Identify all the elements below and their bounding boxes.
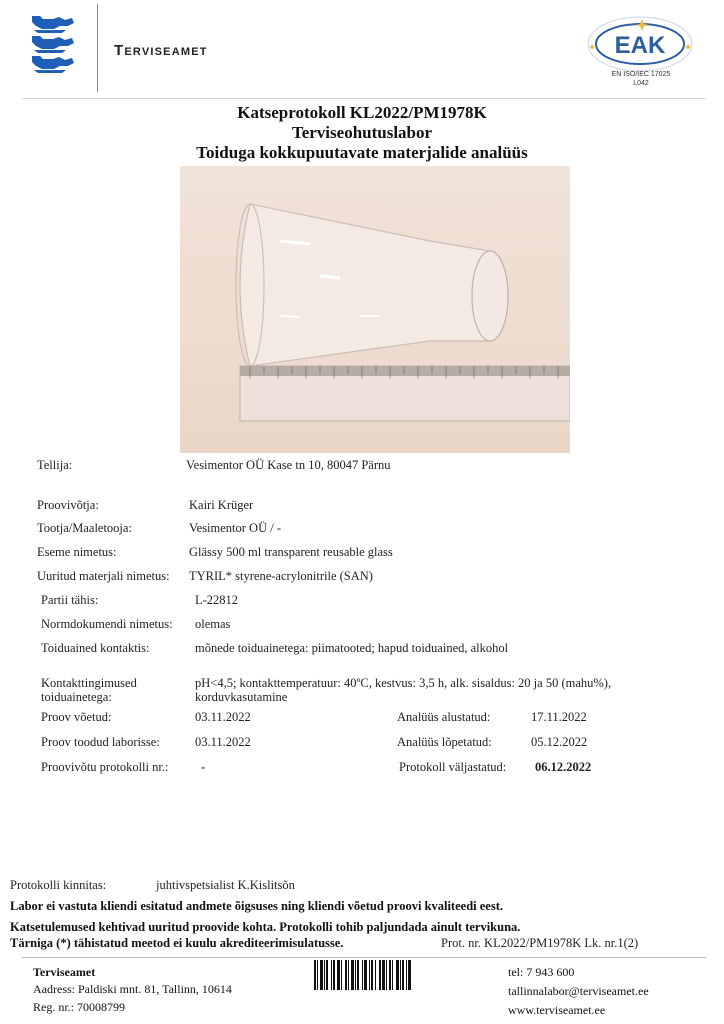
food-contact-label: Toiduained kontaktis:	[41, 641, 150, 655]
sampler-value: Kairi Krüger	[189, 498, 254, 512]
footer-phone: tel: 7 943 600	[508, 965, 575, 979]
header-divider	[97, 4, 98, 92]
norm-document-label: Normdokumendi nimetus:	[41, 617, 173, 631]
manufacturer-value: Vesimentor OÜ / -	[189, 521, 281, 535]
footer-address: Aadress: Paldiski mnt. 81, Tallinn, 10614	[33, 982, 232, 996]
sampler-label: Proovivõtja:	[37, 498, 99, 512]
estonian-coat-of-arms-logo	[28, 12, 78, 78]
disclaimer-line-3: Tärniga (*) tähistatud meetod ei kuulu akrediteerimisulatusse.	[10, 936, 344, 950]
approved-by-label: Protokolli kinnitas:	[10, 878, 107, 892]
brand-name: Terviseamet	[114, 42, 208, 59]
analysis-started-label: Analüüs alustatud:	[397, 710, 491, 724]
barcode	[314, 960, 434, 990]
material-value: TYRIL* styrene-acrylonitrile (SAN)	[189, 569, 373, 583]
item-name-label: Eseme nimetus:	[37, 545, 117, 559]
analysis-started-value: 17.11.2022	[531, 710, 587, 724]
contact-conditions-label-2: toiduainetega:	[41, 690, 112, 704]
sample-delivered-value: 03.11.2022	[195, 735, 251, 749]
page-reference: Prot. nr. KL2022/PM1978K Lk. nr.1(2)	[441, 936, 639, 950]
analysis-finished-value: 05.12.2022	[531, 735, 588, 749]
contact-conditions-label-1: Kontakttingimused	[41, 676, 137, 690]
svg-text:EAK: EAK	[614, 32, 666, 59]
contact-conditions-value-2: korduvkasutamine	[195, 690, 288, 704]
batch-value: L-22812	[195, 593, 239, 607]
footer-website[interactable]: www.terviseamet.ee	[508, 1003, 606, 1017]
footer-org: Terviseamet	[33, 965, 96, 979]
contact-conditions-value-1: pH<4,5; kontakttemperatuur: 40ºC, kestvus: 3,5 h, alk. sisaldus: 20 ja 50 (mahu%),	[195, 676, 612, 690]
customer-value: Vesimentor OÜ Kase tn 10, 80047 Pärnu	[186, 458, 391, 472]
batch-label: Partii tähis:	[41, 593, 99, 607]
eak-accreditation-logo	[586, 14, 694, 76]
approved-by-value: juhtivspetsialist K.Kislitsõn	[156, 878, 295, 892]
analysis-finished-label: Analüüs lõpetatud:	[397, 735, 492, 749]
footer-rule	[22, 957, 706, 958]
sample-photo	[180, 166, 570, 453]
sampling-protocol-label: Proovivõtu protokolli nr.:	[41, 760, 169, 774]
sample-delivered-label: Proov toodud laborisse:	[41, 735, 160, 749]
protocol-title: Katseprotokoll KL2022/PM1978K	[237, 103, 487, 122]
protocol-issued-value: 06.12.2022	[535, 760, 592, 774]
customer-label: Tellija:	[37, 458, 73, 472]
manufacturer-label: Tootja/Maaletooja:	[37, 521, 132, 535]
analysis-title: Toiduga kokkupuutavate materjalide analüüs	[196, 143, 528, 162]
norm-document-value: olemas	[195, 617, 231, 631]
food-contact-value: mõnede toiduainetega: piimatooted; hapud toiduained, alkohol	[195, 641, 509, 655]
footer-reg: Reg. nr.: 70008799	[33, 1000, 125, 1014]
material-label: Uuritud materjali nimetus:	[37, 569, 170, 583]
footer-email[interactable]: tallinnalabor@terviseamet.ee	[508, 984, 649, 998]
disclaimer-line-1: Labor ei vastuta kliendi esitatud andmete õigsuses ning kliendi võetud proovi kvaliteedi eest.	[10, 899, 503, 913]
protocol-issued-label: Protokoll väljastatud:	[399, 760, 507, 774]
lab-name: Terviseohutuslabor	[291, 123, 433, 142]
header-rule	[22, 98, 706, 99]
sample-taken-value: 03.11.2022	[195, 710, 251, 724]
disclaimer-line-2: Katsetulemused kehtivad uuritud proovide kohta. Protokolli tohib paljundada ainult tervikuna.	[10, 920, 521, 934]
sample-taken-label: Proov võetud:	[41, 710, 112, 724]
item-name-value: Glässy 500 ml transparent reusable glass	[189, 545, 393, 559]
eak-standard: EN ISO/IEC 17025 L042	[611, 71, 671, 87]
sampling-protocol-value: -	[201, 760, 206, 774]
